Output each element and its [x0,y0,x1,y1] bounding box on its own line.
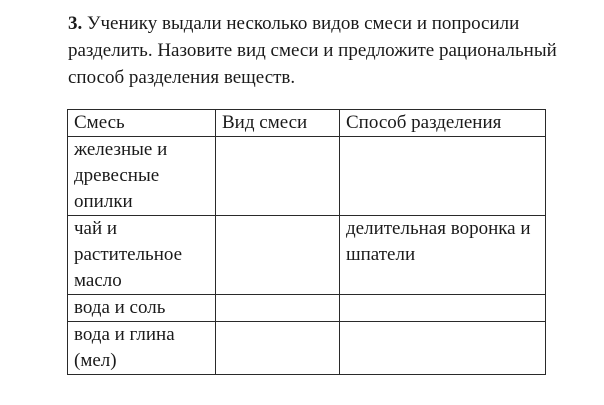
cell-mixture: чай и растительное масло [68,216,216,295]
task-number: 3. [68,13,83,34]
table-row [68,216,546,295]
header-mixture: Смесь [68,110,216,137]
cell-mixture-type[interactable] [216,322,340,375]
mixture-table [67,109,546,375]
table-row [68,137,546,216]
task-question: Ученику выдали несколько видов смеси и попросили разделить. Назовите вид смеси и предложите рациональный способ разделения веществ. [68,13,557,88]
cell-mixture: железные и древесные опилки [68,137,216,216]
header-separation-method: Способ разделения [340,110,546,137]
table-row [68,295,546,322]
task-text-block [68,10,588,91]
cell-mixture-type[interactable] [216,295,340,322]
cell-separation-method[interactable] [340,322,546,375]
cell-mixture-type[interactable] [216,216,340,295]
cell-mixture: вода и глина (мел) [68,322,216,375]
cell-mixture: вода и соль [68,295,216,322]
cell-separation-method[interactable]: делительная воронка и шпатели [340,216,546,295]
cell-separation-method[interactable] [340,137,546,216]
table-row [68,322,546,375]
cell-separation-method[interactable] [340,295,546,322]
table-header-row [68,110,546,137]
header-mixture-type: Вид смеси [216,110,340,137]
cell-mixture-type[interactable] [216,137,340,216]
